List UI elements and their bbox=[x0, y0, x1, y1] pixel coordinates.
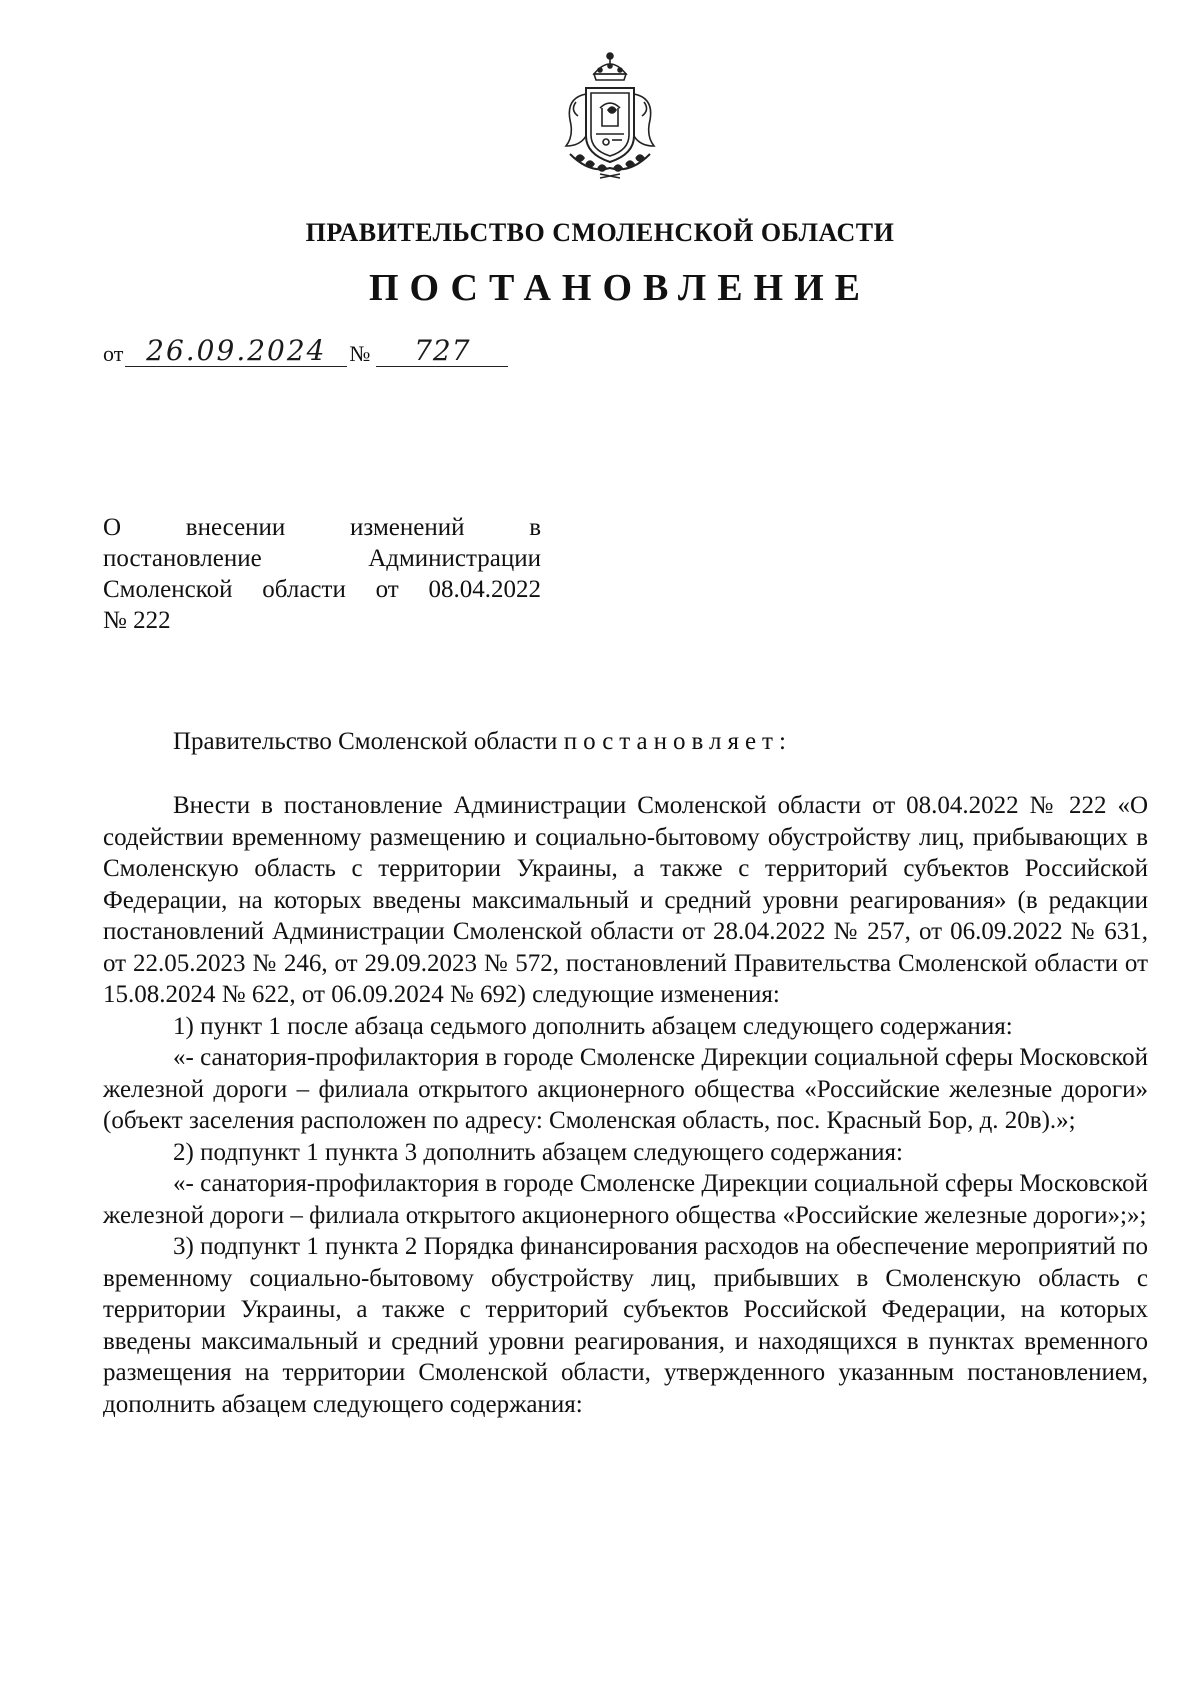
subject-line: Смоленской области от 08.04.2022 bbox=[103, 576, 541, 603]
dateline bbox=[103, 336, 508, 367]
subject-line: О внесении изменений в bbox=[103, 514, 541, 541]
document-subject bbox=[103, 512, 541, 636]
body-paragraph: 1) пункт 1 после абзаца седьмого дополнить абзацем следующего содержания: bbox=[173, 1012, 1013, 1040]
government-title: ПРАВИТЕЛЬСТВО СМОЛЕНСКОЙ ОБЛАСТИ bbox=[305, 218, 895, 247]
handwritten-date: 26.09.2024 bbox=[125, 336, 347, 367]
number-label: № bbox=[349, 341, 371, 366]
decree-subject: Правительство Смоленской области bbox=[173, 728, 558, 755]
handwritten-number: 727 bbox=[376, 336, 508, 367]
document-body bbox=[103, 790, 1148, 1420]
coat-of-arms-emblem bbox=[556, 50, 664, 182]
body-paragraph: «- санатория-профилактория в городе Смоленске Дирекции социальной сферы Московской железной дороги – филиала открытого акционерного общества «Российские железные дороги» (объект заселения расположен по адресу: Смоленская область, пос. Красный Бор, д. 20в).»; bbox=[103, 1044, 1148, 1134]
body-paragraph: «- санатория-профилактория в городе Смоленске Дирекции социальной сферы Московской железной дороги – филиала открытого акционерного общества «Российские железные дороги»;»; bbox=[103, 1170, 1148, 1229]
decree-verb: постановляет: bbox=[563, 728, 792, 755]
document-type-title: ПОСТАНОВЛЕНИЕ bbox=[368, 267, 872, 309]
body-paragraph: 2) подпункт 1 пункта 3 дополнить абзацем следующего содержания: bbox=[173, 1138, 903, 1166]
decree-line bbox=[173, 728, 792, 756]
body-paragraph: 3) подпункт 1 пункта 2 Порядка финансирования расходов на обеспечение мероприятий по временному социально-бытовому обустройству лиц, прибывших в Смоленскую область с территории Украины, а также с территорий субъектов Российской Федерации, на которых введены максимальный и средний уровни реагирования, и находящихся в пунктах временного размещения на территории Смоленской области, утвержденного указанным постановлением, дополнить абзацем следующего содержания: bbox=[103, 1233, 1148, 1418]
date-from-label: от bbox=[103, 341, 124, 366]
body-paragraph: Внести в постановление Администрации Смоленской области от 08.04.2022 № 222 «О содействии временному размещению и социально-бытовому обустройству лиц, прибывающих в Смоленскую область с территории Украины, а также с территорий субъектов Российской Федерации, на которых введены максимальный и средний уровни реагирования» (в редакции постановлений Администрации Смоленской области от 28.04.2022 № 257, от 06.09.2022 № 631, от 22.05.2023 № 246, от 29.09.2023 № 572, постановлений Правительства Смоленской области от 15.08.2024 № 622, от 06.09.2024 № 692) следующие изменения: bbox=[103, 792, 1148, 1008]
subject-line: № 222 bbox=[103, 607, 171, 634]
subject-line: постановление Администрации bbox=[103, 545, 541, 572]
